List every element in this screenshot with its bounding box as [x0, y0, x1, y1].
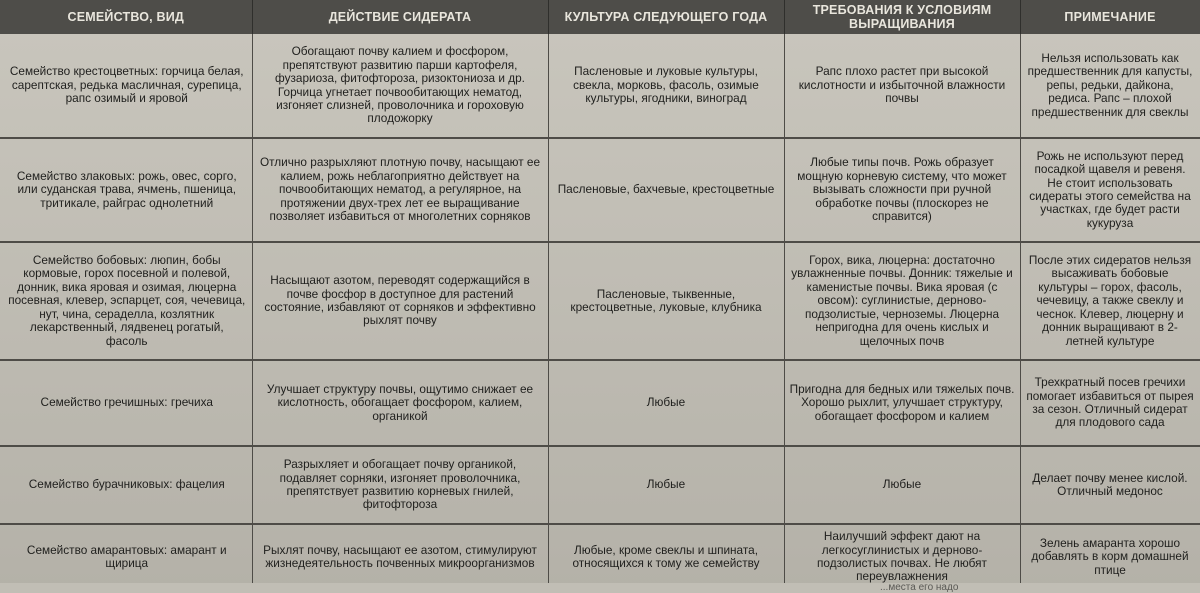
page-bottom-strip — [0, 583, 1200, 593]
cell-next-crop: Пасленовые и луковые культуры, свекла, морковь, фасоль, озимые культуры, ягодники, виноград — [548, 34, 784, 138]
table-row — [0, 360, 1200, 446]
cell-family: Семейство крестоцветных: горчица белая, сарептская, редька масличная, сурепица, рапс озимый и яровой — [0, 34, 252, 138]
cell-note: Зелень амаранта хорошо добавлять в корм домашней птице — [1020, 524, 1200, 590]
table-row — [0, 34, 1200, 138]
cell-note: Рожь не используют перед посадкой щавеля и ревеня. Не стоит использовать сидераты этого семейства на участках, где будет расти кукуруза — [1020, 138, 1200, 242]
cell-next-crop: Пасленовые, бахчевые, крестоцветные — [548, 138, 784, 242]
cell-next-crop: Любые — [548, 446, 784, 524]
cell-note: Делает почву менее кислой. Отличный медонос — [1020, 446, 1200, 524]
cell-next-crop: Любые, кроме свеклы и шпината, относящихся к тому же семейству — [548, 524, 784, 590]
cell-family: Семейство амарантовых: амарант и щирица — [0, 524, 252, 590]
header-action: ДЕЙСТВИЕ СИДЕРАТА — [252, 0, 548, 34]
table-row — [0, 242, 1200, 360]
cell-action: Разрыхляет и обогащает почву органикой, подавляет сорняки, изгоняет проволочника, препятствует развитию корневых гнилей, фитофтороза — [252, 446, 548, 524]
cell-family: Семейство бобовых: люпин, бобы кормовые, горох посевной и полевой, донник, вика яровая и озимая, люцерна посевная, клевер, эспарцет, соя, чечевица, нут, чина, сераделла, козлятник лекарственный, лядвенец рогатый, фасоль — [0, 242, 252, 360]
table-header-row — [0, 0, 1200, 34]
cell-note: После этих сидератов нельзя высаживать бобовые культуры – горох, фасоль, чечевицу, а также свеклу и чеснок. Клевер, люцерну и донник выращивают в 2-летней культуре — [1020, 242, 1200, 360]
cell-family: Семейство злаковых: рожь, овес, сорго, или суданская трава, ячмень, пшеница, тритикале, райграс однолетний — [0, 138, 252, 242]
table-row — [0, 446, 1200, 524]
header-requirements: ТРЕБОВАНИЯ К УСЛОВИЯМ ВЫРАЩИВАНИЯ — [784, 0, 1020, 34]
cell-requirements: Наилучший эффект дают на легкосуглинистых и дерново-подзолистых почвах. Не любят переувлажнения — [784, 524, 1020, 590]
cell-requirements: Горох, вика, люцерна: достаточно увлажненные почвы. Донник: тяжелые и каменистые почвы. Вика яровая (с овсом): суглинистые, дерново-подзолистые, черноземы. Люцерна непригодна для очень кислых и щелочных почв — [784, 242, 1020, 360]
cell-requirements: Рапс плохо растет при высокой кислотности и избыточной влажности почвы — [784, 34, 1020, 138]
cell-requirements: Любые — [784, 446, 1020, 524]
cell-action: Обогащают почву калием и фосфором, препятствуют развитию парши картофеля, фузариоза, фитофтороза, ризоктониоза и др. Горчица угнетает почвообитающих нематод, изгоняет слизней, проволочника и гороховую плодожорку — [252, 34, 548, 138]
cell-action: Насыщают азотом, переводят содержащийся в почве фосфор в доступное для растений состояние, избавляют от сорняков и эффективно рыхлят почву — [252, 242, 548, 360]
cell-family: Семейство бурачниковых: фацелия — [0, 446, 252, 524]
header-family: СЕМЕЙСТВО, ВИД — [0, 0, 252, 34]
cell-action: Рыхлят почву, насыщают ее азотом, стимулируют жизнедеятельность почвенных микроорганизмов — [252, 524, 548, 590]
table-row — [0, 524, 1200, 590]
header-note: ПРИМЕЧАНИЕ — [1020, 0, 1200, 34]
header-next-crop: КУЛЬТУРА СЛЕДУЮЩЕГО ГОДА — [548, 0, 784, 34]
cell-note: Трехкратный посев гречихи помогает избавиться от пырея за сезон. Отличный сидерат для плодового сада — [1020, 360, 1200, 446]
cell-next-crop: Пасленовые, тыквенные, крестоцветные, луковые, клубника — [548, 242, 784, 360]
cell-action: Улучшает структуру почвы, ощутимо снижает ее кислотность, обогащает фосфором, калием, органикой — [252, 360, 548, 446]
cut-off-text: ...места его надо — [880, 582, 959, 593]
cell-requirements: Пригодна для бедных или тяжелых почв. Хорошо рыхлит, улучшает структуру, обогащает фосфором и калием — [784, 360, 1020, 446]
cell-requirements: Любые типы почв. Рожь образует мощную корневую систему, что может вызывать сложности при ручной обработке почвы (плоскорез не справится) — [784, 138, 1020, 242]
table-row — [0, 138, 1200, 242]
cell-note: Нельзя использовать как предшественник для капусты, репы, редьки, дайкона, редиса. Рапс – плохой предшественник для свеклы — [1020, 34, 1200, 138]
cell-action: Отлично разрыхляют плотную почву, насыщают ее калием, рожь неблагоприятно действует на почвообитающих нематод, а регулярное, на протяжении двух-трех лет ее выращивание позволяет избавиться от многолетних сорняков — [252, 138, 548, 242]
cell-family: Семейство гречишных: гречиха — [0, 360, 252, 446]
cell-next-crop: Любые — [548, 360, 784, 446]
